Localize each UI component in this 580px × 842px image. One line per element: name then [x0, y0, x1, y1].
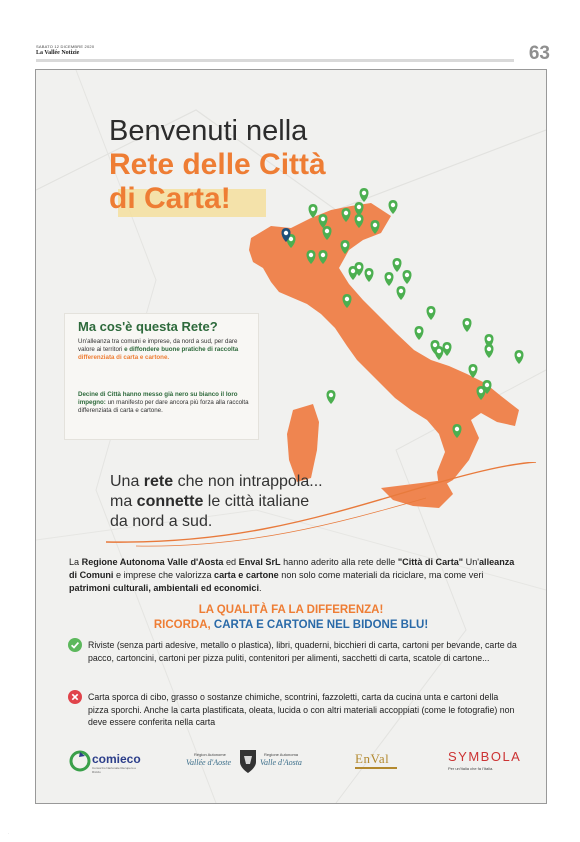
enval-logo	[353, 748, 403, 772]
region-big-1: Vallée d'Aoste	[186, 758, 232, 767]
title-line-2: Rete delle Città	[109, 148, 326, 181]
page-number: 63	[528, 43, 550, 64]
map-pin-icon	[443, 342, 452, 356]
comieco-word: comieco	[92, 752, 141, 766]
map-pin-icon	[403, 270, 412, 284]
region-logo	[186, 748, 316, 776]
check-circle-icon	[68, 638, 82, 652]
info-card	[64, 313, 259, 440]
map-pin-icon	[360, 188, 369, 202]
comieco-sub: Consorzio Nazionale Recupero e Riciclo	[92, 766, 137, 774]
enval-word: EnVal	[355, 751, 390, 766]
map-pin-icon	[371, 220, 380, 234]
intro-paragraph: La Regione Autonoma Valle d'Aosta ed Enval SrL hanno aderito alla rete delle "Città di Carta" Un'alleanza di Comuni e imprese che valorizza carta e cartone non solo come materiali da riciclare, ma come veri patrimoni culturali, ambientali ed economici.	[69, 557, 515, 593]
card-p1-b: e diffondere buone pratiche di raccolta	[124, 346, 239, 353]
map-pin-icon	[397, 286, 406, 300]
symbola-logo	[448, 748, 522, 774]
map-pin-icon	[415, 326, 424, 340]
slogan-line-2: ma connette le città italiane	[110, 493, 310, 510]
ad-panel	[35, 69, 547, 804]
map-pin-icon	[365, 268, 374, 282]
map-pin-icon	[327, 390, 336, 404]
map-pin-icon	[385, 272, 394, 286]
region-big-2: Valle d'Aosta	[260, 758, 302, 767]
slogan-line-3: da nord a sud.	[110, 513, 213, 530]
map-pin-icon	[463, 318, 472, 332]
map-pin-icon	[427, 306, 436, 320]
map-pin-icon	[342, 208, 351, 222]
map-pin-icon	[435, 346, 444, 360]
map-pin-icon	[515, 350, 524, 364]
map-pin-icon	[319, 214, 328, 228]
map-pin-icon	[485, 344, 494, 358]
recycle-icon	[69, 750, 91, 772]
map-pin-icon	[393, 258, 402, 272]
symbola-sub: Per un'Italia che fa l'Italia.	[448, 766, 494, 771]
map-pin-icon	[477, 386, 486, 400]
slogan	[110, 472, 410, 532]
accepted-items: Riviste (senza parti adesive, metallo o plastica), libri, quaderni, bicchieri di carta, cartoni per bevande, carte da pacco, cartoncini, cartoni per pizza puliti, contenitori per alimenti, sacchetti di carta, scatole di cartone...	[88, 640, 517, 663]
enval-bar	[355, 767, 397, 769]
region-small-2: Regione Autonoma	[264, 752, 299, 757]
header-date: SABATO 12 DICEMBRE 2020	[36, 44, 95, 49]
map-pin-icon	[323, 226, 332, 240]
map-pin-icon	[389, 200, 398, 214]
card-paragraph-2	[78, 391, 254, 415]
card-heading: Ma cos'è questa Rete?	[78, 319, 218, 334]
title-line-1: Benvenuti nella	[109, 115, 308, 147]
card-paragraph-1	[78, 338, 254, 362]
map-pin-icon	[469, 364, 478, 378]
quality-line-1: LA QUALITÀ FA LA DIFFERENZA!	[198, 604, 384, 616]
map-pin-icon	[341, 240, 350, 254]
card-p1-c: differenziata di carta e cartone.	[78, 354, 170, 361]
map-pin-icon	[343, 294, 352, 308]
rejected-items: Carta sporca di cibo, grasso o sostanze chimiche, scontrini, fazzoletti, carta da cucina unta e cartoni della pizza sporchi. Anche la carta plastificata, oleata, lucida o con altri materiali accoppiati (come le fotografie) non deve essere conferita nella carta	[88, 692, 515, 727]
quality-line-2: RICORDA, CARTA E CARTONE NEL BIDONE BLU!	[153, 619, 429, 631]
coat-of-arms-icon	[239, 748, 257, 774]
x-circle-icon	[68, 690, 82, 704]
map-pin-icon	[319, 250, 328, 264]
map-pin-icon	[309, 204, 318, 218]
map-pin-icon	[307, 250, 316, 264]
map-pin-icon	[453, 424, 462, 438]
header-rule	[36, 59, 514, 62]
title-line-3: di Carta!	[109, 182, 231, 215]
card-p1-a: Un'alleanza tra comuni e imprese, da nord a sud, per dare valore ai territori	[78, 338, 238, 353]
comieco-logo	[69, 748, 139, 776]
region-small-1: Région Autonome	[194, 752, 226, 757]
map-pin-icon	[349, 266, 358, 280]
map-pin-icon	[355, 202, 364, 216]
footer-mark: .	[8, 830, 10, 835]
map-pin-icon	[355, 214, 364, 228]
slogan-line-1: Una rete che non intrappola...	[110, 473, 323, 490]
symbola-word: SYMBOLA	[448, 749, 522, 764]
card-p2-a: Decine di Città hanno messo già nero su bianco il loro impegno:	[78, 391, 238, 406]
card-p2-b: un manifesto per dare ancora più forza alla raccolta differenziata di carta e cartone.	[78, 399, 249, 414]
header-publication: La Vallée Notizie	[36, 50, 80, 56]
